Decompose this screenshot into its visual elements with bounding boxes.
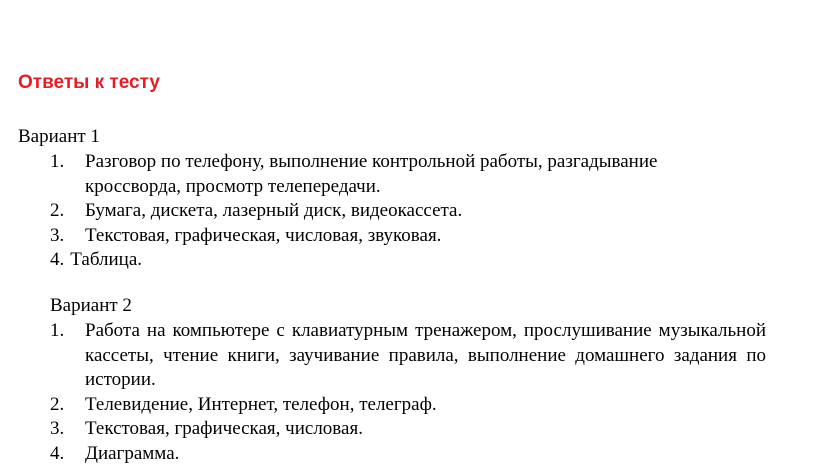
list-item [50, 393, 766, 418]
variant-1-answer-list [50, 150, 750, 273]
variant-2-label: Вариант 2 [50, 294, 132, 318]
item-text: Телевидение, Интернет, телефон, телеграф. [85, 393, 766, 418]
item-text: Диаграмма. [85, 442, 766, 466]
item-number: 3. [50, 417, 64, 442]
item-number: 2. [50, 199, 64, 224]
item-text: Работа на компьютере с клавиатурным тренажером, прослушивание музыкальной кассеты, чтение книги, заучивание правила, выполнение домашнего задания по истории. [85, 319, 766, 393]
item-number: 1. [50, 319, 64, 344]
list-item [50, 442, 766, 466]
variant-1-label: Вариант 1 [18, 125, 100, 149]
variant-2-answer-list [50, 319, 766, 466]
item-text: Бумага, дискета, лазерный диск, видеокассета. [85, 200, 462, 221]
list-item [50, 417, 766, 442]
item-number: 2. [50, 393, 64, 418]
item-text: Текстовая, графическая, числовая. [85, 417, 766, 442]
page-title: Ответы к тесту [18, 72, 160, 94]
list-item [50, 319, 766, 393]
item-number: 3. [50, 224, 64, 249]
list-item [50, 224, 750, 249]
list-item [50, 199, 750, 224]
item-number: 4. [50, 249, 64, 270]
item-number: 1. [50, 150, 64, 175]
list-item [50, 248, 750, 273]
item-text: Таблица. [70, 249, 142, 270]
item-text: Текстовая, графическая, числовая, звуковая. [85, 225, 441, 246]
item-number: 4. [50, 442, 64, 466]
list-item [50, 150, 750, 199]
item-text: Разговор по телефону, выполнение контрольной работы, разгадывание кроссворда, просмотр телепередачи. [85, 151, 657, 197]
